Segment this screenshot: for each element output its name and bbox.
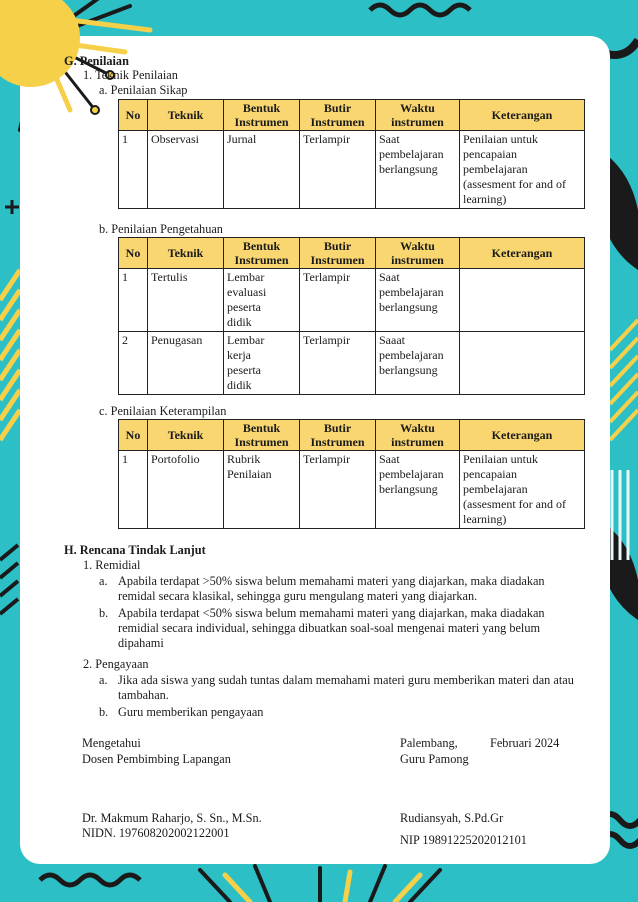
cell-bentuk: Lembar evaluasi peserta didik <box>224 269 300 332</box>
cell-bentuk: Rubrik Penilaian <box>224 451 300 529</box>
cell-keterangan: Penilaian untuk pencapaian pembelajaran (assesment for and of learning) <box>460 451 585 529</box>
cell-teknik: Portofolio <box>148 451 224 529</box>
cell-waktu: Saat pembelajaran berlangsung <box>376 269 460 332</box>
table-header-row <box>119 420 585 451</box>
cell-no: 1 <box>119 451 148 529</box>
cell-keterangan <box>460 269 585 332</box>
section-g-heading: G. Penilaian <box>64 54 129 68</box>
table-header-row <box>119 238 585 269</box>
signature-right-place: Palembang, <box>400 736 458 750</box>
header-teknik: Teknik <box>148 100 224 131</box>
header-no: No <box>119 100 148 131</box>
header-bentuk: Bentuk Instrumen <box>224 100 300 131</box>
section-g-keterampilan-label: c. Penilaian Keterampilan <box>99 404 227 418</box>
section-h-heading: H. Rencana Tindak Lanjut <box>64 543 206 557</box>
header-bentuk: Bentuk Instrumen <box>224 420 300 451</box>
cell-keterangan <box>460 332 585 395</box>
cell-teknik: Observasi <box>148 131 224 209</box>
cell-butir: Terlampir <box>300 332 376 395</box>
header-keterangan: Keterangan <box>460 238 585 269</box>
section-g-item-1: 1. Teknik Penilaian <box>83 68 178 82</box>
cell-keterangan: Penilaian untuk pencapaian pembelajaran (assesment for and of learning) <box>460 131 585 209</box>
header-waktu: Waktu instrumen <box>376 100 460 131</box>
section-h-item-1: 1. Remidial <box>83 558 141 572</box>
table-row <box>119 332 585 395</box>
signature-left-line2: Dosen Pembimbing Lapangan <box>82 752 231 766</box>
section-g-pengetahuan-label: b. Penilaian Pengetahuan <box>99 222 223 236</box>
table-row <box>119 131 585 209</box>
signature-right-line2: Guru Pamong <box>400 752 469 766</box>
cell-no: 1 <box>119 269 148 332</box>
header-bentuk: Bentuk Instrumen <box>224 238 300 269</box>
cell-waktu: Saat pembelajaran berlangsung <box>376 131 460 209</box>
list-marker: b. <box>99 705 109 719</box>
pengayaan-point-b: Guru memberikan pengayaan <box>118 705 264 719</box>
signature-left-line1: Mengetahui <box>82 736 141 750</box>
header-teknik: Teknik <box>148 420 224 451</box>
signature-left-name: Dr. Makmum Raharjo, S. Sn., M.Sn. <box>82 811 262 825</box>
table-header-row <box>119 100 585 131</box>
cell-no: 2 <box>119 332 148 395</box>
cell-butir: Terlampir <box>300 269 376 332</box>
cell-waktu: Saaat pembelajaran berlangsung <box>376 332 460 395</box>
remidial-point-a: Apabila terdapat >50% siswa belum memahami materi yang diajarkan, maka diadakan remidal secara klasikal, sehingga guru mengulang materi yang diajarkan. <box>118 574 545 603</box>
header-butir: Butir Instrumen <box>300 238 376 269</box>
cell-teknik: Tertulis <box>148 269 224 332</box>
section-h-item-2: 2. Pengayaan <box>83 657 149 671</box>
signature-right-name: Rudiansyah, S.Pd.Gr <box>400 811 504 825</box>
header-waktu: Waktu instrumen <box>376 420 460 451</box>
header-teknik: Teknik <box>148 238 224 269</box>
list-marker: b. <box>99 606 109 620</box>
cell-waktu: Saat pembelajaran berlangsung <box>376 451 460 529</box>
table-penilaian-pengetahuan <box>118 237 585 395</box>
header-waktu: Waktu instrumen <box>376 238 460 269</box>
table-row <box>119 269 585 332</box>
cell-bentuk: Jurnal <box>224 131 300 209</box>
section-g-sikap-label: a. Penilaian Sikap <box>99 83 188 97</box>
header-keterangan: Keterangan <box>460 420 585 451</box>
header-butir: Butir Instrumen <box>300 100 376 131</box>
cell-teknik: Penugasan <box>148 332 224 395</box>
cell-butir: Terlampir <box>300 451 376 529</box>
header-butir: Butir Instrumen <box>300 420 376 451</box>
table-penilaian-keterampilan <box>118 419 585 529</box>
signature-right-date: Februari 2024 <box>490 736 560 750</box>
cell-no: 1 <box>119 131 148 209</box>
list-marker: a. <box>99 574 108 588</box>
table-row <box>119 451 585 529</box>
remidial-point-b: Apabila terdapat <50% siswa belum memahami materi yang diajarkan, maka diadakan remidial secara individual, sehingga dibuatkan soal-soal mengenai materi yang belum dipahami <box>118 606 545 650</box>
list-marker: a. <box>99 673 108 687</box>
header-keterangan: Keterangan <box>460 100 585 131</box>
cell-bentuk: Lembar kerja peserta didik <box>224 332 300 395</box>
cell-butir: Terlampir <box>300 131 376 209</box>
table-penilaian-sikap <box>118 99 585 209</box>
header-no: No <box>119 420 148 451</box>
signature-right-id: NIP 19891225202012101 <box>400 833 527 847</box>
header-no: No <box>119 238 148 269</box>
pengayaan-point-a: Jika ada siswa yang sudah tuntas dalam memahami materi guru memberikan materi dan atau tambahan. <box>118 673 574 702</box>
signature-left-id: NIDN. 197608202002122001 <box>82 826 230 840</box>
